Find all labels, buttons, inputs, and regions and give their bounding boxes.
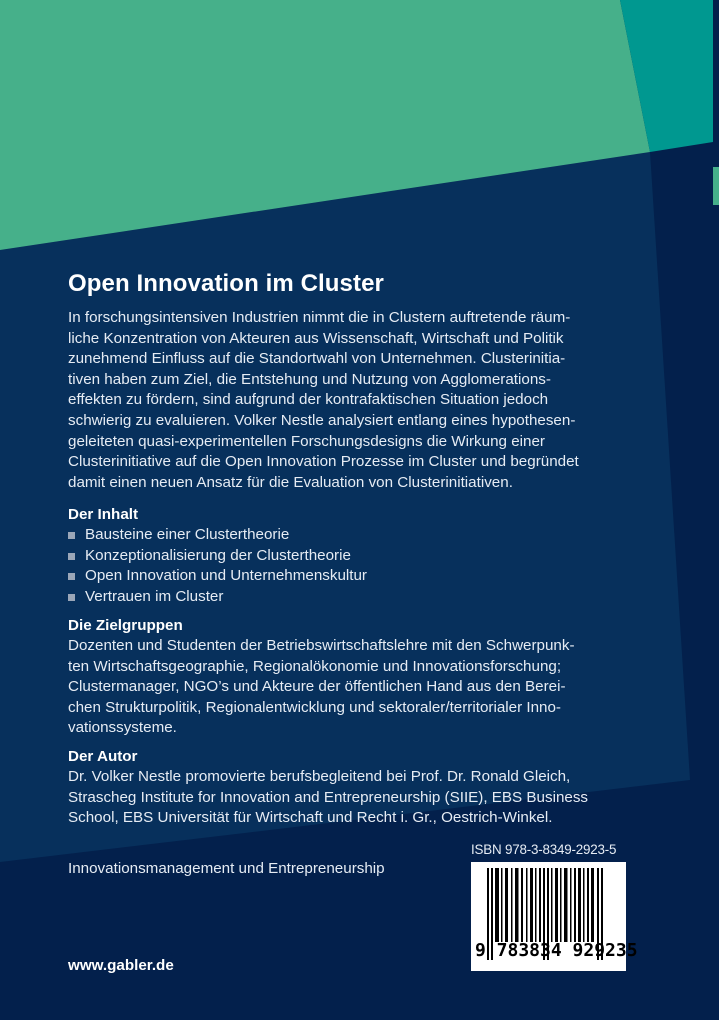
square-bullet-icon	[68, 573, 75, 580]
publisher-website[interactable]: www.gabler.de	[68, 957, 174, 974]
author-line: School, EBS Universität für Wirtschaft und Recht i. Gr., Oestrich-Winkel.	[68, 809, 553, 827]
audience-heading: Die Zielgruppen	[68, 617, 183, 634]
contents-item	[68, 546, 367, 567]
description-line: schwierig zu evaluieren. Volker Nestle analysiert entlang eines hypothesen-	[68, 411, 576, 429]
isbn-barcode	[471, 862, 638, 971]
author-line: Strascheg Institute for Innovation and Entrepreneurship (SIIE), EBS Business	[68, 788, 589, 806]
audience-text	[68, 636, 575, 739]
author-line: Dr. Volker Nestle promovierte berufsbegleitend bei Prof. Dr. Ronald Gleich,	[68, 768, 571, 785]
audience-line: Dozenten und Studenten der Betriebswirtschaftslehre mit den Schwerpunk-	[68, 637, 575, 654]
description-line: effekten zu fördern, sind aufgrund der kontrafaktischen Situation jedoch	[68, 391, 549, 409]
contents-list	[68, 525, 367, 607]
square-bullet-icon	[68, 553, 75, 560]
audience-line: Clustermanager, NGO’s und Akteure der öffentlichen Hand aus den Berei-	[68, 678, 566, 696]
contents-item	[68, 566, 367, 587]
description-line: geleiteten quasi-experimentellen Forschungsdesigns die Wirkung einer	[68, 432, 545, 450]
contents-item-label: Konzeptionalisierung der Clustertheorie	[85, 546, 351, 564]
contents-item	[68, 587, 367, 608]
author-heading: Der Autor	[68, 748, 138, 765]
description-line: liche Konzentration von Akteuren aus Wissenschaft, Wirtschaft und Politik	[68, 329, 564, 347]
contents-item-label: Open Innovation und Unternehmenskultur	[85, 567, 367, 585]
barcode-digits: 9 783834 929235	[475, 940, 638, 961]
square-bullet-icon	[68, 532, 75, 539]
book-title: Open Innovation im Cluster	[68, 270, 384, 297]
edge-marker	[713, 167, 719, 205]
contents-item	[68, 525, 367, 546]
description	[68, 308, 668, 493]
description-line: In forschungsintensiven Industrien nimmt die in Clustern auftretende räum-	[68, 309, 571, 326]
contents-item-label: Bausteine einer Clustertheorie	[85, 526, 290, 543]
audience-line: ten Wirtschaftsgeographie, Regionalökonomie und Innovationsforschung;	[68, 657, 562, 675]
contents-heading: Der Inhalt	[68, 506, 139, 523]
contents-item-label: Vertrauen im Cluster	[85, 587, 224, 605]
isbn-label: ISBN 978-3-8349-2923-5	[471, 842, 617, 857]
description-line: damit einen neuen Ansatz für die Evaluation von Clusterinitiativen.	[68, 473, 513, 491]
description-line: zunehmend Einfluss auf die Standortwahl von Unternehmen. Clusterinitia-	[68, 350, 566, 368]
audience-line: chen Strukturpolitik, Regionalentwicklung und sektoraler/territorialer Inno-	[68, 698, 561, 716]
author-bio	[68, 767, 588, 829]
series-name: Innovationsmanagement und Entrepreneurship	[68, 860, 385, 877]
description-line: Clusterinitiative auf die Open Innovation Prozesse im Cluster und begründet	[68, 453, 579, 471]
audience-line: vationssysteme.	[68, 719, 177, 737]
description-line: tiven haben zum Ziel, die Entstehung und Nutzung von Agglomerations-	[68, 370, 551, 388]
square-bullet-icon	[68, 594, 75, 601]
